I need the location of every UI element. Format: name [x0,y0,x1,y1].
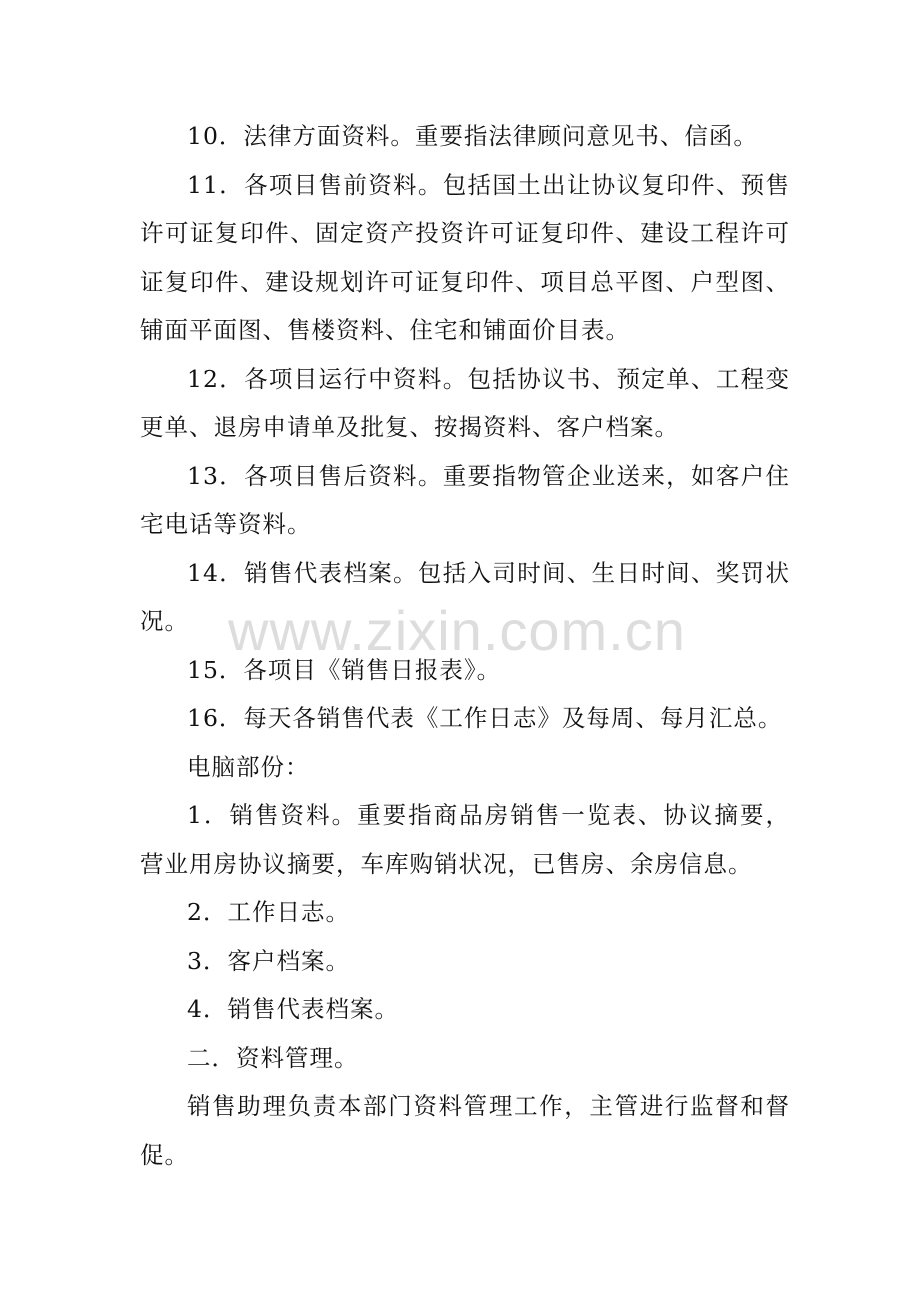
paragraph-responsibility: 销售助理负责本部门资料管理工作，主管进行监督和督促。 [140,1092,790,1169]
section-heading-computer: 电脑部份： [187,752,310,781]
document-body [140,112,790,1179]
paragraph-item-10-legal: 10．法律方面资料。重要指法律顾问意见书、信函。 [187,122,758,150]
watermark: www.zixin.com.cn [228,599,686,662]
paragraph-item-12-in-progress: 12．各项目运行中资料。包括协议书、预定单、工程变更单、退房申请单及批复、按揭资料、客户档案。 [140,364,790,441]
paragraph-item-1-sales-data: 1．销售资料。重要指商品房销售一览表、协议摘要，营业用房协议摘要，车库购销状况，已售房、余房信息。 [140,801,790,878]
paragraph-item-3-customer-file: 3．客户档案。 [187,946,350,975]
paragraph-item-2-work-log: 2．工作日志。 [187,898,350,926]
paragraph-item-15-daily-report: 15．各项目《销售日报表》。 [187,655,502,684]
paragraph-item-13-aftersale: 13．各项目售后资料。重要指物管企业送来，如客户住宅电话等资料。 [140,461,790,538]
paragraph-item-14-sales-rep: 14．销售代表档案。包括入司时间、生日时间、奖罚状况。 [140,558,790,635]
paragraph-item-16-work-log: 16．每天各销售代表《工作日志》及每周、每月汇总。 [187,704,783,732]
paragraph-item-4-sales-rep-file: 4．销售代表档案。 [187,995,399,1023]
section-heading-data-management: 二．资料管理。 [187,1043,359,1072]
paragraph-item-11-presale: 11．各项目售前资料。包括国土出让协议复印件、预售许可证复印件、固定资产投资许可证复印件、建设工程许可证复印件、建设规划许可证复印件、项目总平图、户型图、铺面平面图、售楼资料、住宅和铺面价目表。 [140,170,790,344]
